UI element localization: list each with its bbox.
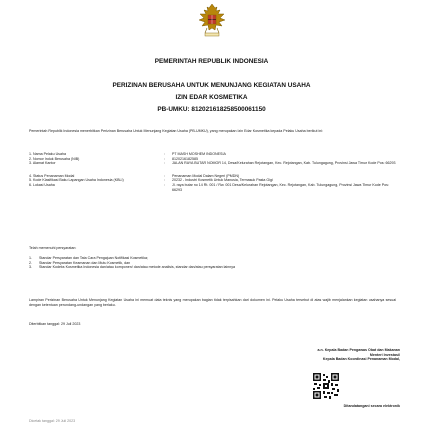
detail-label: 4. Status Penanaman Modal bbox=[29, 173, 75, 178]
electronic-signature-note: Ditandatangani secara elektronik bbox=[343, 404, 400, 408]
signature-line-3: Kepala Badan Koordinasi Penanaman Modal, bbox=[322, 357, 400, 362]
detail-value: 20232 - Industri Kosmetik Untuk Manusia, Termasuk Pasta Gigi bbox=[172, 178, 273, 183]
signature-line-1: a.n. Kepala Badan Pengawas Obat dan Makanan bbox=[317, 348, 400, 352]
list-item-text: Standar Persyaratan dan Tata Cara Pengajuan Notifikasi Kosmetika; bbox=[39, 256, 149, 260]
detail-value: Penanaman Modal Dalam Negeri (PMDN) bbox=[172, 173, 240, 178]
signature-line-2: Menteri Investasi/ bbox=[369, 352, 400, 357]
issued-date: Diterbitkan tanggal: 29 Juli 2023 bbox=[29, 322, 81, 326]
document-subtitle: IZIN EDAR KOSMETIKA bbox=[175, 94, 248, 101]
requirements-list bbox=[29, 256, 396, 270]
document-number: PB-UMKU: 812021618258500061150 bbox=[157, 106, 266, 113]
signature-block bbox=[240, 348, 400, 362]
list-item-text: Standar Kodeks Kosmetika Indonesia dan/atau komponen/ dan/atau metode analisis, standar dan/atau persyaratan lainnya bbox=[39, 265, 235, 270]
detail-colon: : bbox=[164, 178, 165, 183]
detail-label: 1. Nama Pelaku Usaha bbox=[29, 152, 66, 156]
closing-paragraph: Lampiran Perizinan Berusaha Untuk Menunjang Kegiatan Usaha ini memuat data teknis yang merupakan bagian tidak terpisahkan dari dokumen ini. Pelaku Usaha tersebut di atas wajib menjalankan kegiatan usahanya sesuai dengan ketentuan perundang-undangan yang berlaku. bbox=[29, 298, 396, 307]
agency-name: PEMERINTAH REPUBLIK INDONESIA bbox=[154, 58, 269, 65]
detail-value: Jl. raya butar no 14 Rt. 001 / Rw. 001 Desa/Kelurahan Rejotangan, Kec. Rejotangan, Kab. Tulungagung, Provinsi Jawa Timur Kode Pos: 66293 bbox=[172, 182, 389, 192]
detail-colon: : bbox=[164, 161, 165, 166]
document-title: PERIZINAN BERUSAHA UNTUK MENUNJANG KEGIATAN USAHA bbox=[112, 82, 311, 89]
detail-colon: : bbox=[164, 173, 165, 178]
list-item-text: Standar Persyaratan Keamanan dan Mutu Kosmetik, dan bbox=[39, 260, 131, 265]
detail-colon: : bbox=[164, 152, 165, 156]
detail-value: JALAN RAYA BUTAR NOMOR 14, Desa/Kelurahan Rejotangan, Kec. Rejotangan, Kab. Tulungagung, Provinsi Jawa Timur Kode Pos: 66293 bbox=[172, 161, 396, 166]
details-table bbox=[29, 152, 396, 192]
detail-colon: : bbox=[164, 182, 165, 187]
detail-label: 5. Kode Klasifikasi Baku Lapangan Usaha Indonesia (KBLI) bbox=[29, 178, 124, 183]
detail-value: 8120216182585 bbox=[172, 156, 198, 161]
qr-code-icon bbox=[312, 372, 340, 400]
detail-row bbox=[29, 183, 396, 192]
requirements-heading: Telah memenuhi persyaratan: bbox=[29, 246, 77, 250]
detail-label: 2. Nomor Induk Berusaha (NIB) bbox=[29, 156, 80, 161]
detail-value: PT MASH MOSHEM INDONESIA bbox=[172, 152, 226, 156]
footer-text: Dicetak tanggal: 29 Juli 2023 bbox=[29, 419, 76, 423]
list-item bbox=[29, 265, 396, 270]
detail-row bbox=[29, 161, 396, 166]
list-item-number: 1. bbox=[29, 256, 32, 260]
garuda-emblem-icon bbox=[196, 2, 228, 40]
detail-label: 6. Lokasi Usaha bbox=[29, 182, 55, 187]
list-item-number: 2. bbox=[29, 260, 32, 265]
detail-colon: : bbox=[164, 156, 165, 161]
list-item-number: 3. bbox=[29, 265, 32, 270]
intro-paragraph: Pemerintah Republik Indonesia menerbitkan Perizinan Berusaha Untuk Menunjang Kegiatan Usaha (PB-UMKU), yang merupakan Izin Edar Kosmetika kepada Pelaku Usaha berikut ini: bbox=[29, 129, 324, 133]
detail-label: 3. Alamat Kantor bbox=[29, 161, 56, 166]
